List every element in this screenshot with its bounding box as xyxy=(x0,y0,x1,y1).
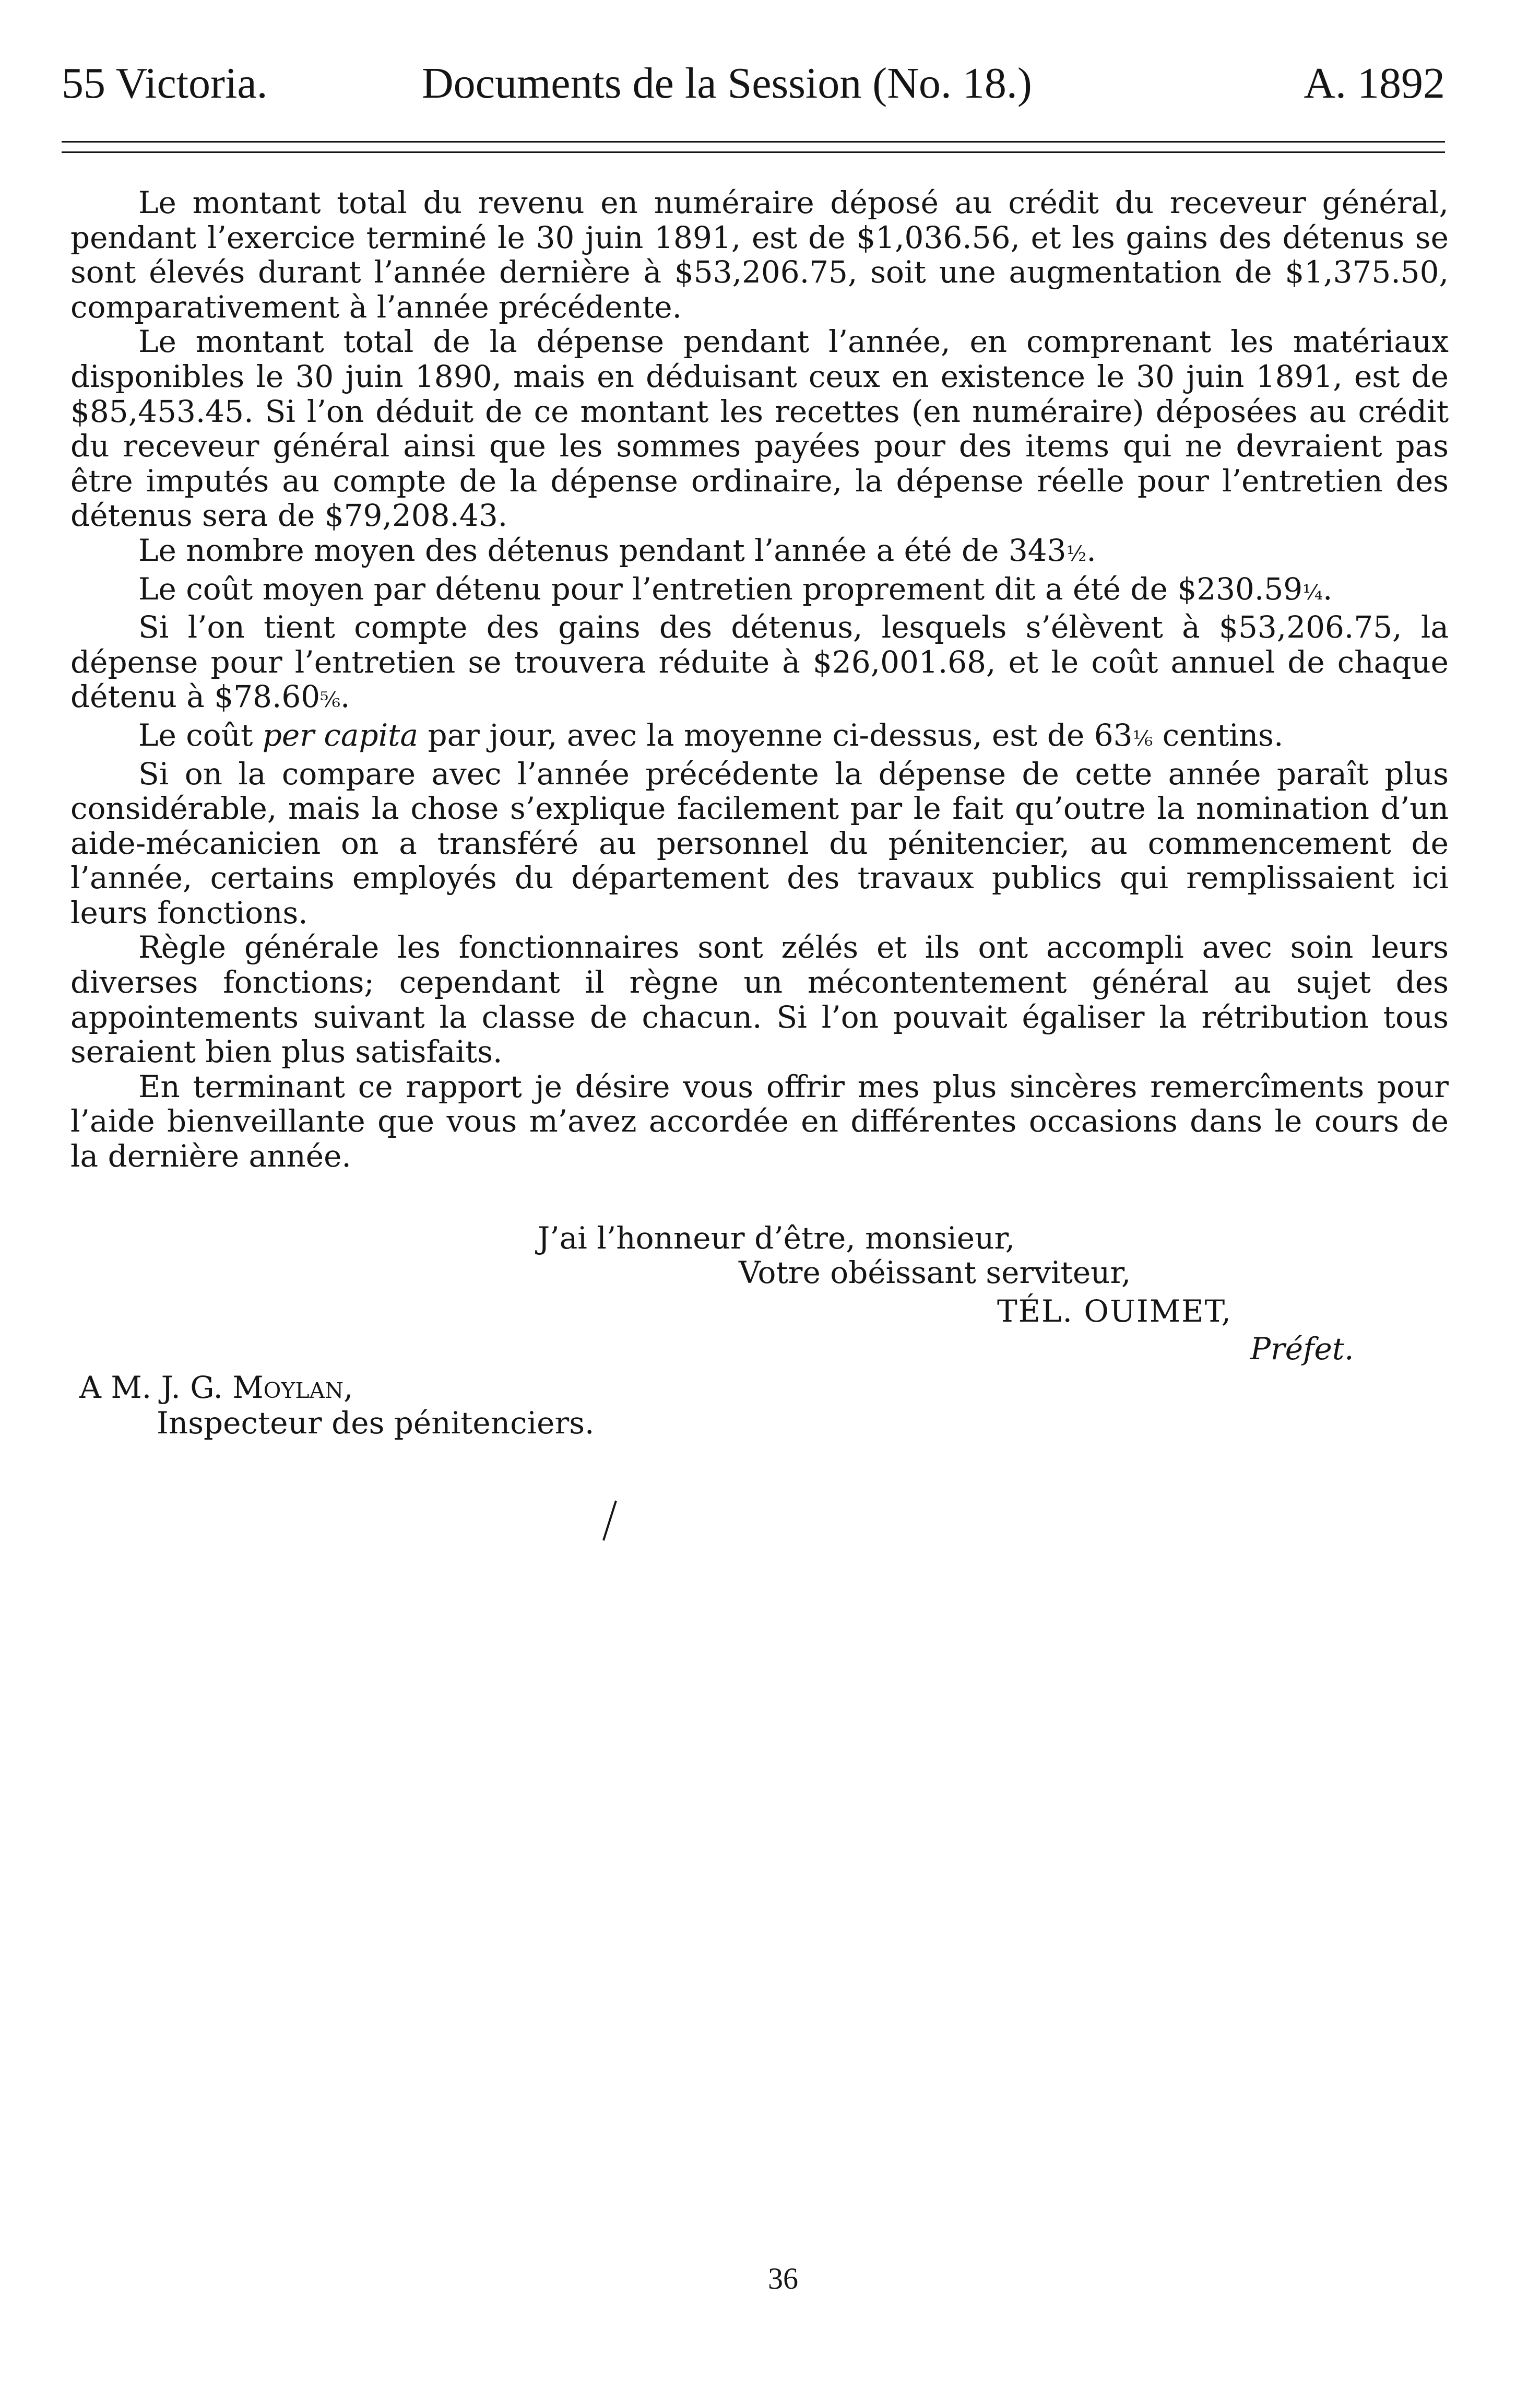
paragraph-staff: Règle générale les fonctionnaires sont zélés et ils ont accompli avec soin leurs diverses fonctions; cependant il règne un mécontentement général au sujet des appointements suivant la classe de chacun. Si l’on pouvait égaliser la rétribution tous seraient bien plus satisfaits. xyxy=(70,929,1449,1070)
paragraph-revenue: Le montant total du revenu en numéraire déposé au crédit du receveur général, pendant l’exercice terminé le 30 juin 1891, est de $1,036.56, et les gains des détenus se sont élevés durant l’année dernière à $53,206.75, soit une augmentation de $1,375.50, comparativement à l’année précédente. xyxy=(70,185,1449,325)
header-year: A. 1892 xyxy=(1304,59,1445,108)
page-number: 36 xyxy=(768,2262,798,2295)
header-document-title: Documents de la Session (No. 18.) xyxy=(422,59,1032,108)
signatory-name: TÉL. OUIMET, xyxy=(997,1293,1233,1329)
paragraph-average-cost: Le coût moyen par détenu pour l’entretien proprement dit a été de $230.59¼. xyxy=(138,571,1333,607)
valediction: Votre obéissant serviteur, xyxy=(739,1255,1131,1290)
average-inmates-fraction: ½ xyxy=(1066,541,1087,566)
per-capita-mid: par jour, avec la moyenne ci-dessus, est de 63 xyxy=(418,717,1133,753)
recipient-role: Inspecteur des pénitenciers. xyxy=(157,1405,595,1441)
average-cost-text: Le coût moyen par détenu pour l’entretien proprement dit a été de $230.59 xyxy=(138,571,1303,607)
paragraph-net-cost: Si l’on tient compte des gains des détenus, lesquels s’élèvent à $53,206.75, la dépense pour l’entretien se trouvera réduite à $26,001.68, et le coût annuel de chaque détenu à $78.60⅚. xyxy=(70,609,1449,715)
paragraph-comparison: Si on la compare avec l’année précédente la dépense de cette année paraît plus considérable, mais la chose s’explique facilement par le fait qu’outre la nomination d’un aide-mécanicien on a transféré au personnel du pénitencier, au commencement de l’année, certains employés du département des travaux publics qui remplissaient ici leurs fonctions. xyxy=(70,756,1449,931)
per-capita-italic: per capita xyxy=(262,717,419,753)
per-capita-after: centins. xyxy=(1153,717,1284,753)
per-capita-before: Le coût xyxy=(138,717,263,753)
header-volume: 55 Victoria. xyxy=(62,59,268,108)
paragraph-average-inmates: Le nombre moyen des détenus pendant l’année a été de 343½. xyxy=(138,532,1096,568)
stray-ink-mark xyxy=(600,1500,621,1541)
paragraph-expenditure: Le montant total de la dépense pendant l’année, en comprenant les matériaux disponibles le 30 juin 1890, mais en déduisant ceux en existence le 30 juin 1891, est de $85,453.45. Si l’on déduit de ce montant les recettes (en numéraire) déposées au crédit du receveur général ainsi que les sommes payées pour des items qui ne devraient pas être imputés au compte de la dépense ordinaire, la dépense réelle pour l’entretien des détenus sera de $79,208.43. xyxy=(70,324,1449,534)
salutation: J’ai l’honneur d’être, monsieur, xyxy=(538,1220,1015,1256)
paragraph-per-capita xyxy=(70,718,1449,757)
average-inmates-text: Le nombre moyen des détenus pendant l’année a été de 343 xyxy=(138,532,1067,568)
average-cost-fraction: ¼ xyxy=(1302,580,1323,605)
recipient-name: A M. J. G. Moylan, xyxy=(79,1370,353,1405)
net-cost-text: Si l’on tient compte des gains des détenus, lesquels s’élèvent à $53,206.75, la dépense pour l’entretien se trouvera réduite à $26,001.68, et le coût annuel de chaque détenu à $78.60 xyxy=(70,609,1449,715)
report-body xyxy=(70,185,1449,1174)
per-capita-fraction: ⅙ xyxy=(1132,726,1153,751)
running-header xyxy=(62,52,1445,115)
header-rule-bottom xyxy=(62,151,1445,153)
net-cost-fraction: ⅚ xyxy=(320,688,340,713)
signatory-title: Préfet. xyxy=(1250,1331,1354,1367)
header-rule-top xyxy=(62,141,1445,143)
paragraph-thanks: En terminant ce rapport je désire vous offrir mes plus sincères remercîments pour l’aide bienveillante que vous m’avez accordée en différentes occasions dans le cours de la dernière année. xyxy=(70,1068,1449,1174)
